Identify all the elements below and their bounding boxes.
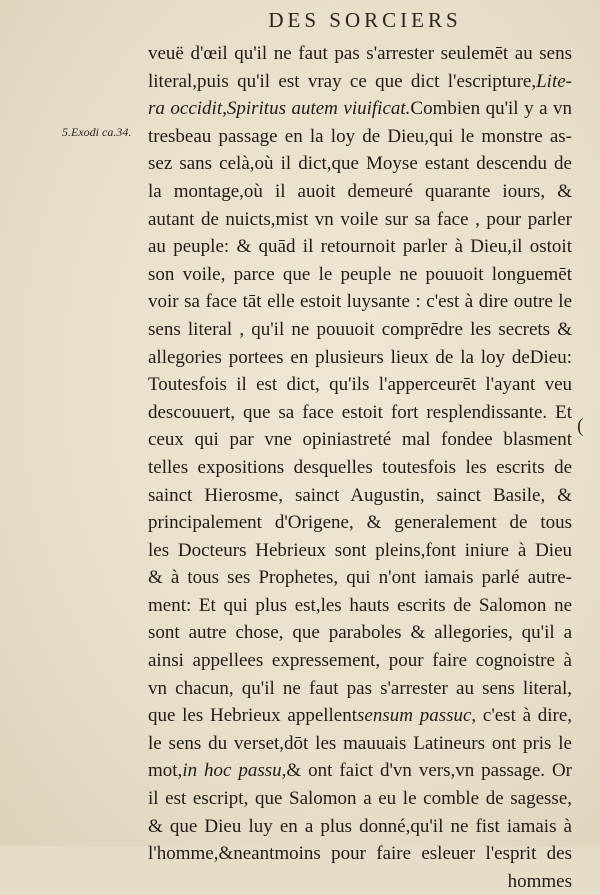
text-line — [148, 316, 572, 344]
line-text: veuë d'œil qu'il ne faut pas s'arrester seulemēt au sens — [148, 43, 572, 64]
line-text: son voile, parce que le peuple ne pouuoit longuemēt — [148, 263, 572, 285]
line-text: & à tous ses Prophetes, qui n'ont iamais parlé autre- — [148, 567, 572, 589]
line-text: l'homme,&neantmoins pour faire esleuer l'esprit des — [148, 843, 572, 865]
text-body — [148, 40, 572, 895]
margin-mark: ( — [577, 415, 584, 437]
line-tail: , c'est à dire, — [471, 705, 573, 727]
text-line — [148, 813, 572, 841]
text-line — [148, 592, 572, 620]
text-line — [148, 399, 572, 427]
italic-phrase: in hoc passu — [182, 760, 282, 782]
line-text: & que Dieu luy en a plus donné,qu'il ne fist iamais à — [148, 815, 572, 837]
line-text: literal,puis qu'il est vray ce que dict l'escripture, — [148, 70, 537, 92]
text-line — [148, 206, 572, 234]
text-line — [148, 730, 572, 758]
line-text: ment: Et qui plus est,les hauts escrits de Salomon ne — [148, 594, 572, 616]
italic-phrase: sensum passuc — [357, 705, 472, 727]
line-text: sens literal , qu'il ne pouuoit comprēdre les secrets & — [148, 318, 572, 340]
text-line — [148, 785, 572, 813]
line-tail: ,& ont faict d'vn vers,vn passage. Or — [281, 760, 572, 782]
line-text: voir sa face tāt elle estoit luysante : c'est à dire outre le — [148, 291, 572, 313]
text-line — [148, 564, 572, 592]
text-line — [148, 371, 572, 399]
text-line — [148, 344, 572, 372]
text-line — [148, 647, 572, 675]
italic-phrase: ra occidit,Spiritus autem viuificat. — [148, 98, 411, 120]
text-line — [148, 178, 572, 206]
text-line — [148, 537, 572, 565]
line-text: autant de nuicts,mist vn voile sur sa face , pour parler — [148, 208, 572, 230]
line-text: la montage,où il auoit demeuré quarante iours, & — [148, 180, 572, 202]
text-line — [148, 675, 572, 703]
line-text: les Docteurs Hebrieux sont pleins,font iniure à Dieu — [148, 539, 572, 561]
text-line — [148, 509, 572, 537]
line-text: sainct Hierosme, sainct Augustin, sainct Basile, & — [148, 484, 572, 506]
line-text: au peuple: & quād il retournoit parler à Dieu,il ostoit — [148, 236, 572, 258]
line-text: vn chacun, qu'il ne faut pas s'arrester au sens literal, — [148, 677, 572, 699]
text-line — [148, 757, 572, 785]
line-text: allegories portees en plusieurs lieux de la loy deDieu: — [148, 346, 572, 368]
line-text: principalement d'Origene, & generalement de tous — [148, 512, 572, 534]
text-line — [148, 123, 572, 151]
line-text: ainsi appellees expressement, pour faire cognoistre à — [148, 650, 572, 672]
line-text: descouuert, que sa face estoit fort resplendissante. Et — [148, 401, 572, 423]
line-text: Toutesfois il est dict, qu'ils l'apperceurēt l'ayant veu — [148, 374, 572, 396]
text-line — [148, 454, 572, 482]
line-text: mot, — [148, 760, 183, 782]
line-text: le sens du verset,dōt les mauuais Latineurs ont pris le — [148, 732, 572, 754]
text-line — [148, 702, 572, 730]
catchword: hommes — [507, 870, 572, 892]
margin-note: 5.Exodi ca.34. — [62, 125, 132, 139]
text-line — [148, 619, 572, 647]
line-text: que les Hebrieux appellent — [148, 705, 358, 727]
line-text: ceux qui par vne opiniastreté mal fondee blasment — [148, 429, 572, 451]
text-line — [148, 840, 572, 868]
line-text: sont autre chose, que paraboles & allegories, qu'il a — [148, 622, 572, 644]
text-line — [148, 482, 572, 510]
text-line — [148, 150, 572, 178]
line-text: il est escript, que Salomon a eu le comble de sagesse, — [148, 788, 572, 810]
italic-phrase: Lite- — [536, 70, 572, 92]
line-text: telles expositions desquelles toutesfois les escrits de — [148, 456, 572, 478]
text-line — [148, 40, 572, 68]
line-text: tresbeau passage en la loy de Dieu,qui le monstre as- — [148, 125, 572, 147]
text-line — [148, 426, 572, 454]
text-line — [148, 261, 572, 289]
text-line — [148, 288, 572, 316]
running-header: DES SORCIERS — [268, 8, 462, 32]
line-text: Combien qu'il y a vn — [410, 98, 572, 120]
text-line — [148, 233, 572, 261]
text-line — [148, 68, 572, 96]
line-text: sez sans celà,où il dict,que Moyse estant descendu de — [148, 153, 572, 175]
text-line — [148, 95, 572, 123]
